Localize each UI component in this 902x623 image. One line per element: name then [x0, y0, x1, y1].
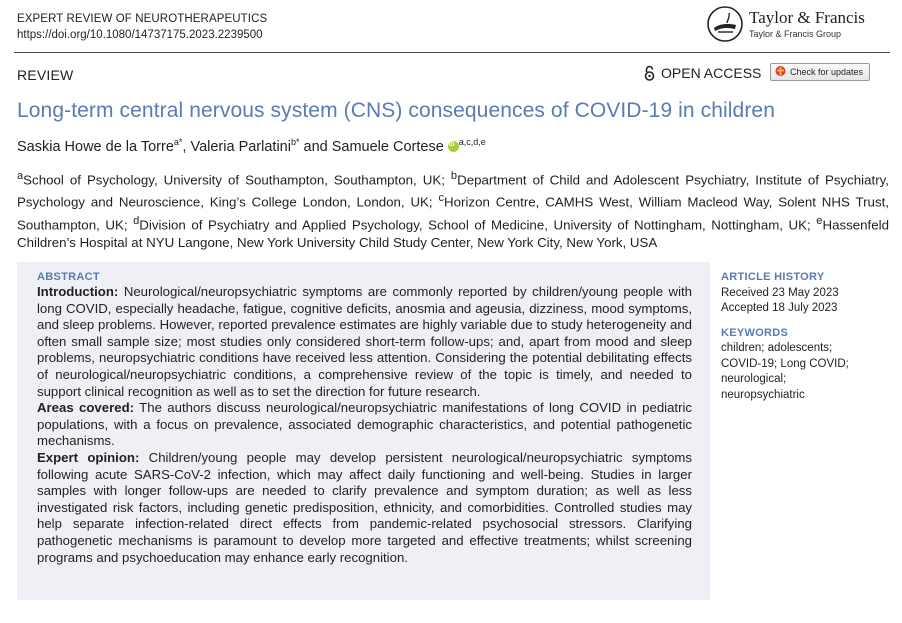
author[interactable]: Saskia Howe de la Torre$^{a*}$: [17, 137, 183, 155]
author[interactable]: Samuele Cortese: [331, 138, 444, 155]
open-access-text: OPEN ACCESS: [661, 65, 762, 81]
article-type: REVIEW: [17, 67, 74, 83]
abstract-introduction: Introduction: Neurological/neuropsychiatric symptoms are commonly reported by children/young people with long COVID, especially headache, fatigue, cognitive deficits, anosmia and ageusia, dizziness, mood symptoms, and sleep problems. However, reported prevalence estimates are highly variable due to study heterogeneity and often small sample size; most studies only considered short-term follow-ups; and, apart from mood and sleep problems, neuropsychiatric conditions have received less attention. Considering the potential debilitating effects of neurological/neuropsychiatric conditions, a comprehensive review of the topic is timely, and needed to support clinical recognition as well as to set the direction for future research.: [37, 284, 692, 399]
check-for-updates-label: Check for updates: [790, 67, 864, 77]
keyword-line: COVID-19; Long COVID;: [721, 357, 849, 370]
check-for-updates-button[interactable]: [770, 63, 870, 81]
keyword-line: neurological;: [721, 373, 787, 385]
open-access-label: [644, 65, 761, 81]
keyword-line: children; adolescents;: [721, 342, 833, 354]
open-lock-icon: [644, 65, 655, 81]
author-list: Saskia Howe de la Torre$^{a*}$, Valeria Parlatini$^{b*}$ and Samuele CorteseiD $^{a,c,d,e}$: [17, 137, 486, 155]
header-divider: [14, 52, 890, 53]
article-sidebar: [721, 270, 896, 403]
doi-link[interactable]: https://doi.org/10.1080/14737175.2023.2239500: [17, 29, 263, 41]
author[interactable]: Valeria Parlatini$^{b*}$: [190, 137, 300, 155]
affiliations: $^a$School of Psychology, University of Southampton, Southampton, UK; $^b$Department of Child and Adolescent Psychiatry, Institute of Psychiatry, Psychology and Neuroscience, King’s College London, London, UK; $^c$Horizon Centre, CAMHS West, William Macleod Way, Solent NHS Trust, Southampton, UK; $^d$Division of Psychiatry and Applied Psychology, School of Medicine, University of Nottingham, Nottingham, UK; $^e$Hassenfeld Children’s Hospital at NYU Langone, New York University Child Study Center, New York City, New York, USA: [17, 170, 890, 251]
publisher-group: Taylor & Francis Group: [749, 29, 842, 39]
abstract-heading: ABSTRACT: [37, 271, 100, 283]
keyword-line: neuropsychiatric: [721, 388, 805, 401]
journal-name: EXPERT REVIEW OF NEUROTHERAPEUTICS: [17, 13, 268, 25]
article-title: Long-term central nervous system (CNS) consequences of COVID-19 in children: [17, 99, 775, 122]
abstract-areas-covered: Areas covered: The authors discuss neurological/neuropsychiatric manifestations of long COVID in pediatric populations, with a focus on prevalence, associated demographic characteristics, and potential pathogenetic mechanisms.: [37, 400, 692, 449]
abstract-box: [17, 262, 710, 600]
publisher-name: Taylor & Francis: [749, 8, 865, 27]
abstract-expert-opinion: Expert opinion: Children/young people may develop persistent neurological/neuropsychiatric symptoms following acute SARS-CoV-2 infection, which may affect daily functioning and well-being. Studies in larger samples with longer follow-ups are needed to clarify prevalence and symptom duration; as well as less investigated risk factors, including genetic predisposition, ethnicity, and comorbidities. Controlled studies may help separate infection-related direct effects from pandemic-related psychosocial stressors. Clarifying pathogenetic mechanisms is paramount to develop more targeted and effective treatments; whilst screening programs and psychoeducation may enhance early recognition.: [37, 449, 692, 565]
publisher-logo[interactable]: [705, 4, 895, 44]
lamp-icon: [705, 4, 745, 44]
article-history-heading: ARTICLE HISTORY: [721, 271, 825, 283]
orcid-icon[interactable]: [448, 141, 459, 152]
received-date: Received 23 May 2023: [721, 286, 839, 299]
crossmark-icon: [775, 65, 786, 79]
keywords-heading: KEYWORDS: [721, 326, 789, 339]
accepted-date: Accepted 18 July 2023: [721, 302, 838, 314]
